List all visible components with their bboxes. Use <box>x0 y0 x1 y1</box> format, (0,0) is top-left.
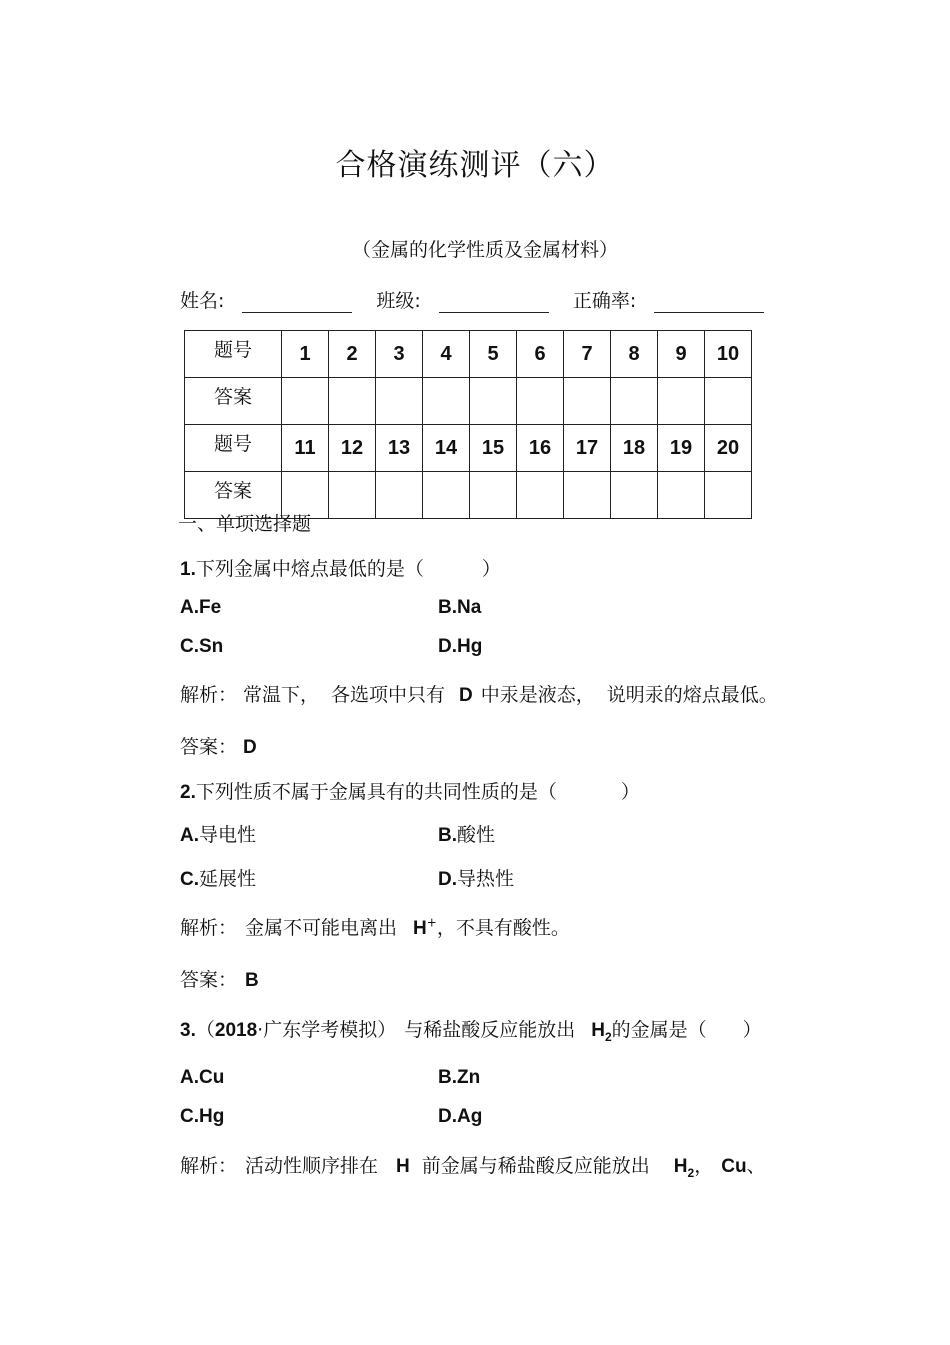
answer-cell[interactable] <box>611 378 658 425</box>
class-label: 班级: <box>376 290 421 312</box>
question-number: 4 <box>423 331 470 378</box>
row-label-question: 题号 <box>185 331 282 378</box>
q2-analysis: 解析： 金属不可能电离出 H+，不具有酸性。 <box>180 915 570 939</box>
answer-cell[interactable] <box>564 378 611 425</box>
answer-cell[interactable] <box>658 378 705 425</box>
answer-cell[interactable] <box>282 378 329 425</box>
question-number: 8 <box>611 331 658 378</box>
answer-cell[interactable] <box>470 378 517 425</box>
question-number: 14 <box>423 425 470 472</box>
answer-cell[interactable] <box>611 472 658 519</box>
answer-cell[interactable] <box>423 472 470 519</box>
question-number: 18 <box>611 425 658 472</box>
question-number: 2 <box>329 331 376 378</box>
page-title: 合格演练测评（六） <box>335 148 615 183</box>
question-3-stem: 3.（2018·广东学考模拟） 与稀盐酸反应能放出 $H_2$的金属是（ ） <box>180 1019 762 1044</box>
row-label-question: 题号 <box>185 425 282 472</box>
q1-option-c: C.Sn <box>180 636 224 657</box>
answer-cell[interactable] <box>705 378 752 425</box>
question-number: 3 <box>376 331 423 378</box>
question-number: 16 <box>517 425 564 472</box>
student-info <box>180 286 764 313</box>
answer-table <box>184 330 752 519</box>
rate-label: 正确率: <box>572 290 637 312</box>
answer-cell[interactable] <box>658 472 705 519</box>
question-number: 7 <box>564 331 611 378</box>
question-2-stem: 2.下列性质不属于金属具有的共同性质的是（ ） <box>180 781 640 803</box>
question-number: 17 <box>564 425 611 472</box>
class-field[interactable] <box>439 290 549 313</box>
answer-cell[interactable] <box>564 472 611 519</box>
question-number: 12 <box>329 425 376 472</box>
page-subtitle: （金属的化学性质及金属材料） <box>351 239 618 261</box>
answer-cell[interactable] <box>517 472 564 519</box>
q3-option-c: C.Hg <box>180 1106 225 1127</box>
table-row <box>185 331 752 378</box>
q2-option-a: A.导电性 <box>180 824 257 846</box>
q2-option-c: C.延展性 <box>180 868 257 890</box>
rate-field[interactable] <box>654 290 764 313</box>
answer-cell[interactable] <box>329 378 376 425</box>
answer-cell[interactable] <box>705 472 752 519</box>
name-field[interactable] <box>242 290 352 313</box>
q2-option-d: D.导热性 <box>438 868 515 890</box>
q3-analysis: 解析： 活动性顺序排在 H 前金属与稀盐酸反应能放出 $H_2$， Cu、 <box>180 1155 766 1180</box>
q1-analysis: 解析： 常温下， 各选项中只有 D 中汞是液态， 说明汞的熔点最低。 <box>180 684 778 706</box>
question-number: 19 <box>658 425 705 472</box>
question-1-stem: 1.下列金属中熔点最低的是（ ） <box>180 558 501 580</box>
q3-option-b: B.Zn <box>438 1067 481 1088</box>
question-number: 6 <box>517 331 564 378</box>
answer-cell[interactable] <box>376 378 423 425</box>
question-number: 20 <box>705 425 752 472</box>
q2-option-b: B.酸性 <box>438 824 496 846</box>
name-label: 姓名: <box>180 290 225 312</box>
row-label-answer: 答案 <box>185 472 282 519</box>
answer-cell[interactable] <box>376 472 423 519</box>
q1-option-b: B.Na <box>438 597 482 618</box>
question-number: 10 <box>705 331 752 378</box>
question-number: 5 <box>470 331 517 378</box>
question-number: 9 <box>658 331 705 378</box>
q3-option-a: A.Cu <box>180 1067 225 1088</box>
question-number: 13 <box>376 425 423 472</box>
question-number: 15 <box>470 425 517 472</box>
q2-answer: 答案： B <box>180 969 259 991</box>
q1-answer: 答案： D <box>180 736 257 758</box>
table-row <box>185 378 752 425</box>
answer-cell[interactable] <box>517 378 564 425</box>
q1-option-a: A.Fe <box>180 597 222 618</box>
section-heading: 一、单项选择题 <box>178 513 312 535</box>
q3-option-d: D.Ag <box>438 1106 483 1127</box>
row-label-answer: 答案 <box>185 378 282 425</box>
q1-option-d: D.Hg <box>438 636 483 657</box>
answer-cell[interactable] <box>329 472 376 519</box>
answer-cell[interactable] <box>423 378 470 425</box>
question-number: 11 <box>282 425 329 472</box>
answer-cell[interactable] <box>470 472 517 519</box>
question-number: 1 <box>282 331 329 378</box>
table-row <box>185 425 752 472</box>
